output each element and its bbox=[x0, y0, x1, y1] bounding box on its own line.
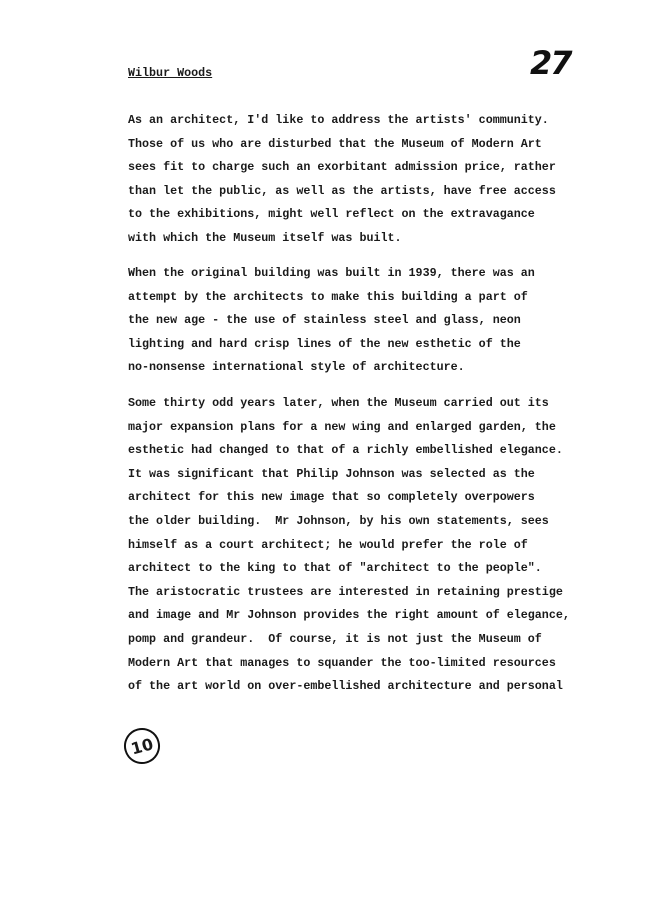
circled-number-text: 10 bbox=[128, 733, 156, 759]
text-line: himself as a court architect; he would prefer the role of bbox=[128, 537, 528, 552]
text-line: than let the public, as well as the artists, have free access bbox=[128, 183, 556, 198]
author-heading: Wilbur Woods bbox=[128, 66, 213, 80]
text-line: As an architect, I'd like to address the artists' community. bbox=[128, 113, 549, 127]
handwritten-page-number: 27 bbox=[530, 44, 571, 82]
text-line: esthetic had changed to that of a richly embellished elegance. bbox=[128, 443, 563, 458]
text-line: with which the Museum itself was built. bbox=[128, 230, 402, 245]
text-line: pomp and grandeur. Of course, it is not just the Museum of bbox=[128, 631, 542, 646]
text-line: lighting and hard crisp lines of the new esthetic of the bbox=[128, 336, 521, 351]
text-line: no-nonsense international style of architecture. bbox=[128, 360, 465, 375]
text-line: When the original building was built in 1939, there was an bbox=[128, 266, 535, 280]
text-line: The aristocratic trustees are interested in retaining prestige bbox=[128, 584, 563, 599]
text-line: sees fit to charge such an exorbitant admission price, rather bbox=[128, 160, 556, 175]
paragraph-1 bbox=[128, 109, 556, 251]
text-line: architect for this new image that so completely overpowers bbox=[128, 490, 535, 505]
text-line: attempt by the architects to make this building a part of bbox=[128, 289, 528, 304]
text-line: Modern Art that manages to squander the too-limited resources bbox=[128, 655, 556, 670]
text-line: Those of us who are disturbed that the Museum of Modern Art bbox=[128, 136, 542, 151]
text-line: the new age - the use of stainless steel and glass, neon bbox=[128, 313, 521, 328]
text-line: and image and Mr Johnson provides the right amount of elegance, bbox=[128, 608, 570, 623]
circled-number bbox=[120, 724, 164, 768]
text-line: major expansion plans for a new wing and enlarged garden, the bbox=[128, 419, 556, 434]
text-line: of the art world on over-embellished architecture and personal bbox=[128, 679, 563, 694]
text-line: Some thirty odd years later, when the Museum carried out its bbox=[128, 396, 549, 410]
text-line: architect to the king to that of "architect to the people". bbox=[128, 561, 542, 576]
text-line: It was significant that Philip Johnson was selected as the bbox=[128, 466, 535, 481]
text-line: the older building. Mr Johnson, by his own statements, sees bbox=[128, 513, 549, 528]
paragraph-2 bbox=[128, 262, 535, 380]
text-line: to the exhibitions, might well reflect on the extravagance bbox=[128, 207, 535, 222]
paragraph-3 bbox=[128, 392, 570, 699]
